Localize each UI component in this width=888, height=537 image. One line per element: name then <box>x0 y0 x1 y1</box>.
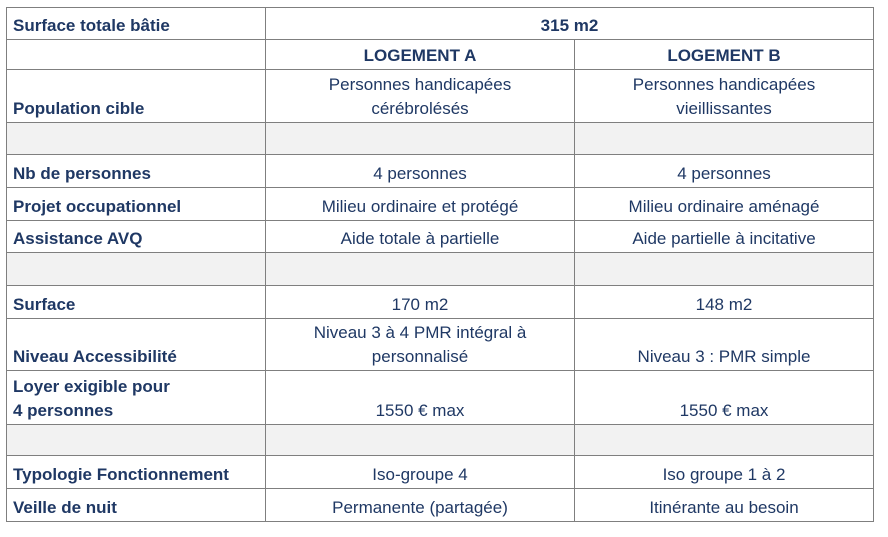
housing-comparison-table <box>6 7 874 522</box>
accessibilite-b: Niveau 3 : PMR simple <box>575 319 874 371</box>
loyer-a: 1550 € max <box>266 371 575 425</box>
nb-personnes-label: Nb de personnes <box>7 155 266 188</box>
surface-totale-value: 315 m2 <box>266 8 874 40</box>
separator-cell <box>575 425 874 456</box>
assistance-b: Aide partielle à incitative <box>575 221 874 253</box>
separator-row-1 <box>7 123 874 155</box>
separator-cell <box>575 253 874 286</box>
loyer-b: 1550 € max <box>575 371 874 425</box>
header-logement-a: LOGEMENT A <box>266 40 575 70</box>
population-label: Population cible <box>7 70 266 123</box>
population-b-line-2: vieillissantes <box>676 99 772 118</box>
veille-a: Permanente (partagée) <box>266 489 575 522</box>
assistance-label: Assistance AVQ <box>7 221 266 253</box>
separator-cell <box>575 123 874 155</box>
population-b-line-1: Personnes handicapées <box>632 75 816 94</box>
population-b <box>575 70 874 123</box>
row-population <box>7 70 874 123</box>
separator-cell <box>7 425 266 456</box>
separator-cell <box>7 123 266 155</box>
loyer-label-line-2: 4 personnes <box>13 401 114 420</box>
population-a <box>266 70 575 123</box>
nb-personnes-b: 4 personnes <box>575 155 874 188</box>
row-headers <box>7 40 874 70</box>
loyer-label <box>7 371 266 425</box>
accessibilite-label: Niveau Accessibilité <box>7 319 266 371</box>
accessibilite-a-line-2: personnalisé <box>371 347 469 366</box>
typologie-a: Iso-groupe 4 <box>266 456 575 489</box>
typologie-label: Typologie Fonctionnement <box>7 456 266 489</box>
row-assistance <box>7 221 874 253</box>
projet-b: Milieu ordinaire aménagé <box>575 188 874 221</box>
separator-row-3 <box>7 425 874 456</box>
row-loyer <box>7 371 874 425</box>
loyer-label-line-1: Loyer exigible pour <box>13 377 170 396</box>
header-logement-b: LOGEMENT B <box>575 40 874 70</box>
projet-label: Projet occupationnel <box>7 188 266 221</box>
separator-cell <box>266 253 575 286</box>
row-accessibilite <box>7 319 874 371</box>
nb-personnes-a: 4 personnes <box>266 155 575 188</box>
row-typologie <box>7 456 874 489</box>
separator-row-2 <box>7 253 874 286</box>
population-a-line-2: cérébrolésés <box>371 99 469 118</box>
row-surface <box>7 286 874 319</box>
accessibilite-a-line-1: Niveau 3 à 4 PMR intégral à <box>313 323 527 342</box>
row-projet <box>7 188 874 221</box>
projet-a: Milieu ordinaire et protégé <box>266 188 575 221</box>
surface-a: 170 m2 <box>266 286 575 319</box>
veille-label: Veille de nuit <box>7 489 266 522</box>
accessibilite-a <box>266 319 575 371</box>
assistance-a: Aide totale à partielle <box>266 221 575 253</box>
header-empty-cell <box>7 40 266 70</box>
separator-cell <box>266 123 575 155</box>
surface-label: Surface <box>7 286 266 319</box>
separator-cell <box>266 425 575 456</box>
surface-totale-label: Surface totale bâtie <box>7 8 266 40</box>
separator-cell <box>7 253 266 286</box>
surface-b: 148 m2 <box>575 286 874 319</box>
typologie-b: Iso groupe 1 à 2 <box>575 456 874 489</box>
population-a-line-1: Personnes handicapées <box>328 75 512 94</box>
row-surface-totale <box>7 8 874 40</box>
row-veille <box>7 489 874 522</box>
row-nb-personnes <box>7 155 874 188</box>
veille-b: Itinérante au besoin <box>575 489 874 522</box>
